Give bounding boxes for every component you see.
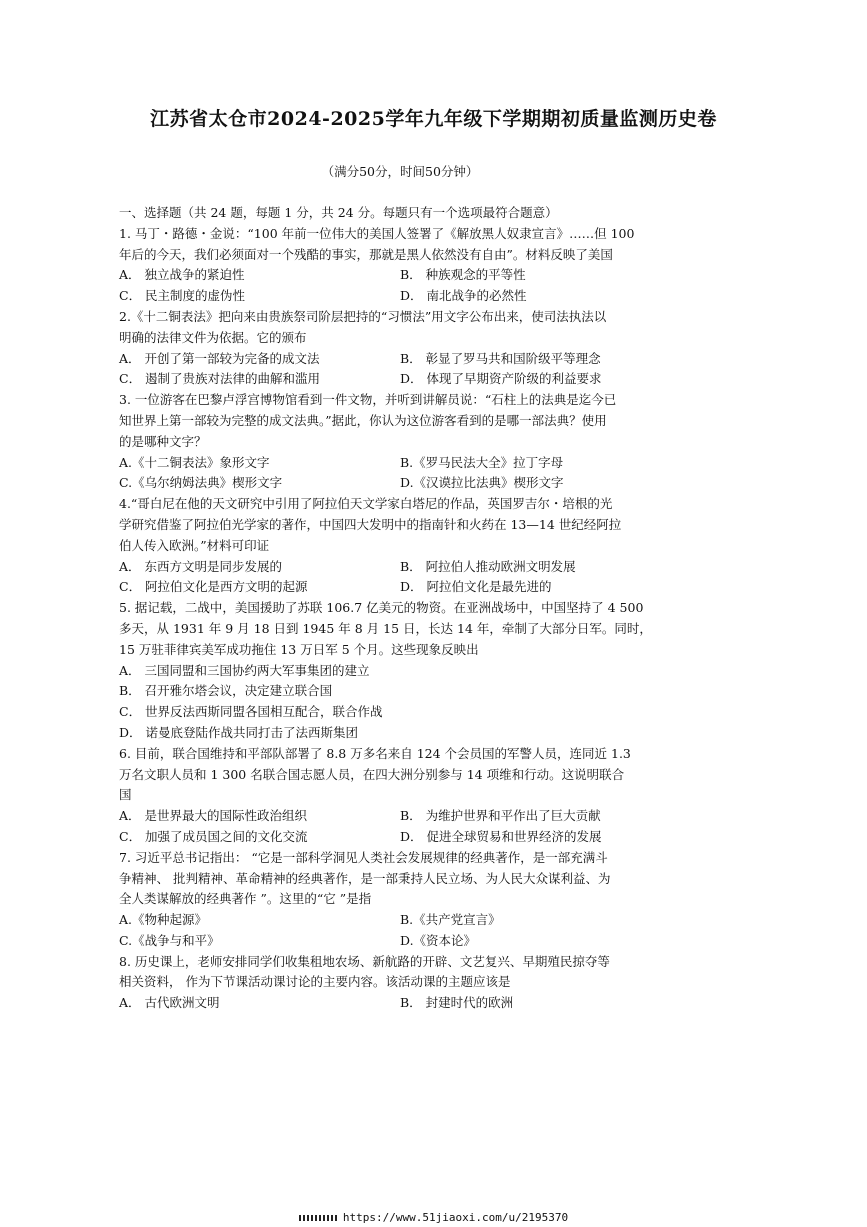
question-8 [119,952,739,1014]
option-row [119,286,739,307]
question-stem-line: 15 万驻菲律宾美军成功拖住 13 万日军 5 个月。这些现象反映出 [119,641,479,657]
answer-option[interactable]: B． 召开雅尔塔会议，决定建立联合国 [119,683,333,699]
answer-option[interactable]: D． 阿拉伯文化是最先进的 [400,579,552,595]
answer-option[interactable]: C.《乌尔纳姆法典》楔形文字 [119,475,283,491]
answer-option[interactable]: C． 世界反法西斯同盟各国相互配合，联合作战 [119,704,383,720]
answer-option[interactable]: A． 开创了第一部较为完备的成文法 [119,350,320,366]
question-stem-line: 全人类谋解放的经典著作 ”。这里的“它 ”是指 [119,891,372,907]
question-stem-line: 4.“哥白尼在他的天文研究中引用了阿拉伯天文学家白塔尼的作品，英国罗吉尔・培根的光 [119,496,613,512]
question-stem-line: 的是哪种文字？ [119,433,207,449]
question-stem-line: 年后的今天，我们必须面对一个残酷的事实，那就是黑人依然没有自由”。材料反映了美国 [119,246,613,262]
answer-option[interactable]: B.《罗马民法大全》拉丁字母 [400,454,564,470]
question-7 [119,848,739,952]
answer-option[interactable]: B． 种族观念的平等性 [400,267,526,283]
question-list [119,203,739,1014]
option-row [119,265,739,286]
answer-option[interactable]: A.《十二铜表法》象形文字 [119,454,270,470]
answer-option[interactable]: A． 是世界最大的国际性政治组织 [119,808,308,824]
question-stem-line: 争精神、 批判精神、革命精神的经典著作，是一部秉持人民立场、为人民大众谋利益、为 [119,870,611,886]
option-row [119,577,739,598]
option-row [119,806,739,827]
answer-option[interactable]: A． 独立战争的紧迫性 [119,267,245,283]
question-stem-line: 7. 习近平总书记指出： “它是一部科学洞见人类社会发展规律的经典著作，是一部充满斗 [119,849,608,865]
option-row [119,473,739,494]
question-stem-line: 3. 一位游客在巴黎卢浮宫博物馆看到一件文物，并听到讲解员说：“石柱上的法典是迄今已 [119,392,617,408]
answer-option[interactable]: A． 古代欧洲文明 [119,995,220,1011]
answer-option[interactable]: B． 为维护世界和平作出了巨大贡献 [400,808,601,824]
question-stem-line: 2.《十二铜表法》把向来由贵族祭司阶层把持的“习惯法”用文字公布出来，使司法执法以 [119,308,607,324]
answer-option[interactable]: D.《资本论》 [400,932,477,948]
answer-option[interactable]: B． 封建时代的欧洲 [400,995,514,1011]
answer-option[interactable]: B． 阿拉伯人推动欧洲文明发展 [400,558,576,574]
question-4 [119,494,739,598]
answer-option[interactable]: B． 彰显了罗马共和国阶级平等理念 [400,350,601,366]
answer-option[interactable]: C． 阿拉伯文化是西方文明的起源 [119,579,308,595]
answer-option[interactable]: D． 诺曼底登陆作战共同打击了法西斯集团 [119,724,358,740]
page-title: 江苏省太仓市2024-2025学年九年级下学期期初质量监测历史卷 [150,108,717,130]
question-2 [119,307,739,390]
question-stem-line: 明确的法律文件为依据。它的颁布 [119,329,307,345]
answer-option[interactable]: A． 三国同盟和三国协约两大军事集团的建立 [119,662,370,678]
answer-option[interactable]: D． 体现了早期资产阶级的利益要求 [400,371,602,387]
option-row [119,453,739,474]
option-row [119,910,739,931]
answer-option[interactable]: C． 民主制度的虚伪性 [119,288,246,304]
footer-url-link[interactable]: https://www.51jiaoxi.com/u/2195370 [342,1211,569,1224]
answer-option[interactable]: A． 东西方文明是同步发展的 [119,558,283,574]
question-stem-line: 国 [119,787,132,803]
option-row [119,993,739,1014]
option-row [119,931,739,952]
question-3 [119,390,739,494]
page-subtitle: （满分50分，时间50分钟） [321,164,479,179]
question-stem-line: 学研究借鉴了阿拉伯光学家的著作，中国四大发明中的指南针和火药在 13—14 世纪经阿拉 [119,516,622,532]
question-1 [119,224,739,307]
option-row [119,827,739,848]
question-stem-line: 知世界上第一部较为完整的成文法典。”据此，你认为这位游客看到的是哪一部法典？使用 [119,412,607,428]
question-stem-line: 万名文职人员和 1 300 名联合国志愿人员，在四大洲分别参与 14 项维和行动。这说明联合 [119,766,625,782]
question-stem-line: 伯人传入欧洲。”材料可印证 [119,537,270,553]
answer-option[interactable]: A.《物种起源》 [119,912,208,928]
answer-option[interactable]: C． 遏制了贵族对法律的曲解和滥用 [119,371,321,387]
section-header: 一、选择题（共 24 题，每题 1 分，共 24 分。每题只有一个选项最符合题意） [119,205,558,220]
question-5 [119,598,739,744]
answer-option[interactable]: C． 加强了成员国之间的文化交流 [119,828,308,844]
option-row [119,349,739,370]
answer-option[interactable]: B.《共产党宣言》 [400,912,501,928]
question-stem-line: 6. 目前，联合国维持和平部队部署了 8.8 万多名来自 124 个会员国的军警人员，连同近 1.3 [119,745,631,761]
question-stem-line: 多天，从 1931 年 9 月 18 日到 1945 年 8 月 15 日，长达 14 年，牵制了大部分日军。同时， [119,620,652,636]
answer-option[interactable]: D． 促进全球贸易和世界经济的发展 [400,828,602,844]
option-row [119,369,739,390]
question-6 [119,744,739,848]
answer-option[interactable]: C.《战争与和平》 [119,932,220,948]
answer-option[interactable]: D． 南北战争的必然性 [400,288,527,304]
option-row [119,557,739,578]
watermark-stamp [299,1215,337,1221]
question-stem-line: 1. 马丁・路德・金说：“100 年前一位伟大的美国人签署了《解放黑人奴隶宣言》……但 100 [119,225,635,241]
footer [0,1211,867,1224]
question-stem-line: 5. 据记载，二战中，美国援助了苏联 106.7 亿美元的物资。在亚洲战场中，中国坚持了 4 500 [119,600,644,616]
question-stem-line: 8. 历史课上，老师安排同学们收集租地农场、新航路的开辟、文艺复兴、早期殖民掠夺等 [119,953,610,969]
answer-option[interactable]: D.《汉谟拉比法典》楔形文字 [400,475,564,491]
question-stem-line: 相关资料， 作为下节课活动课讨论的主要内容。该活动课的主题应该是 [119,974,511,990]
